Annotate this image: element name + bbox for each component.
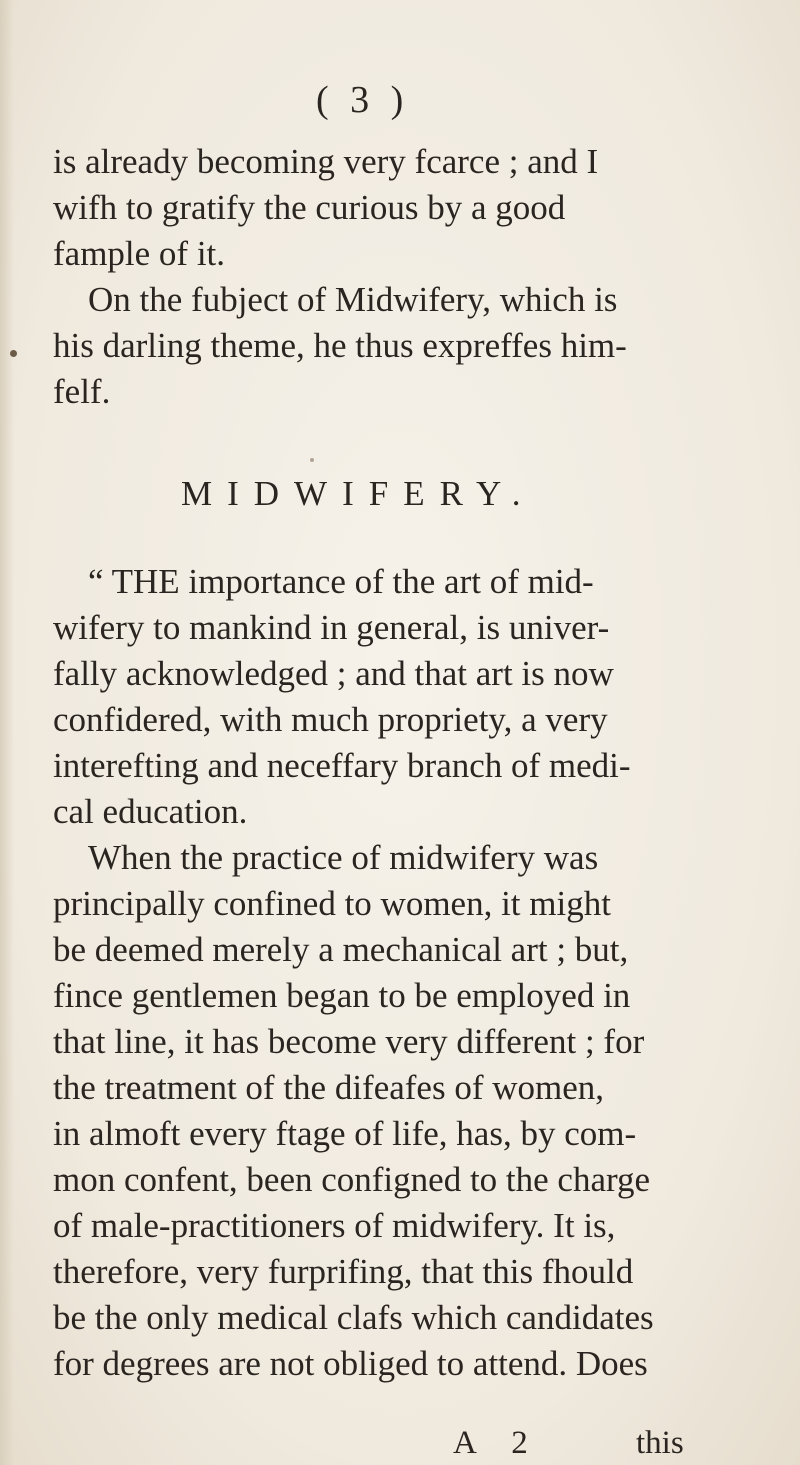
text-line: felf. — [53, 372, 111, 411]
ink-speck — [10, 350, 17, 357]
text-line: wifery to mankind in general, is univer- — [53, 608, 610, 647]
catchword: this — [636, 1425, 684, 1461]
text-line: wifh to gratify the curious by a good — [53, 188, 566, 227]
text-line: confidered, with much propriety, a very — [53, 700, 608, 739]
binding-gutter — [0, 0, 14, 1465]
text-line: his darling theme, he thus expreffes him- — [53, 326, 627, 365]
text-line: mon confent, been configned to the charge — [53, 1160, 651, 1199]
text-line: principally confined to women, it might — [53, 884, 611, 923]
section-heading: MIDWIFERY. — [181, 474, 536, 513]
page-number: ( 3 ) — [316, 79, 410, 121]
text-line: When the practice of midwifery was — [88, 838, 599, 877]
text-line: fample of it. — [53, 234, 226, 273]
text-line: be deemed merely a mechanical art ; but, — [53, 930, 629, 969]
text-line: in almoft every ftage of life, has, by com- — [53, 1114, 637, 1153]
text-line: interefting and neceffary branch of medi- — [53, 746, 631, 785]
text-line: On the fubject of Midwifery, which is — [88, 280, 618, 319]
text-line: fally acknowledged ; and that art is now — [53, 654, 614, 693]
text-line: therefore, very furprifing, that this fhould — [53, 1252, 634, 1291]
text-line: fince gentlemen began to be employed in — [53, 976, 631, 1015]
text-line: be the only medical clafs which candidates — [53, 1298, 654, 1337]
text-line: for degrees are not obliged to attend. Does — [53, 1344, 648, 1383]
ink-speck — [310, 458, 314, 462]
text-line: the treatment of the difeafes of women, — [53, 1068, 605, 1107]
text-line: cal education. — [53, 792, 248, 831]
signature-mark: A 2 — [453, 1425, 542, 1461]
text-line: of male-practitioners of midwifery. It is, — [53, 1206, 616, 1245]
text-line: is already becoming very fcarce ; and I — [53, 142, 599, 181]
text-line: “ THE importance of the art of mid- — [88, 562, 594, 601]
text-line: that line, it has become very different ; for — [53, 1022, 645, 1061]
